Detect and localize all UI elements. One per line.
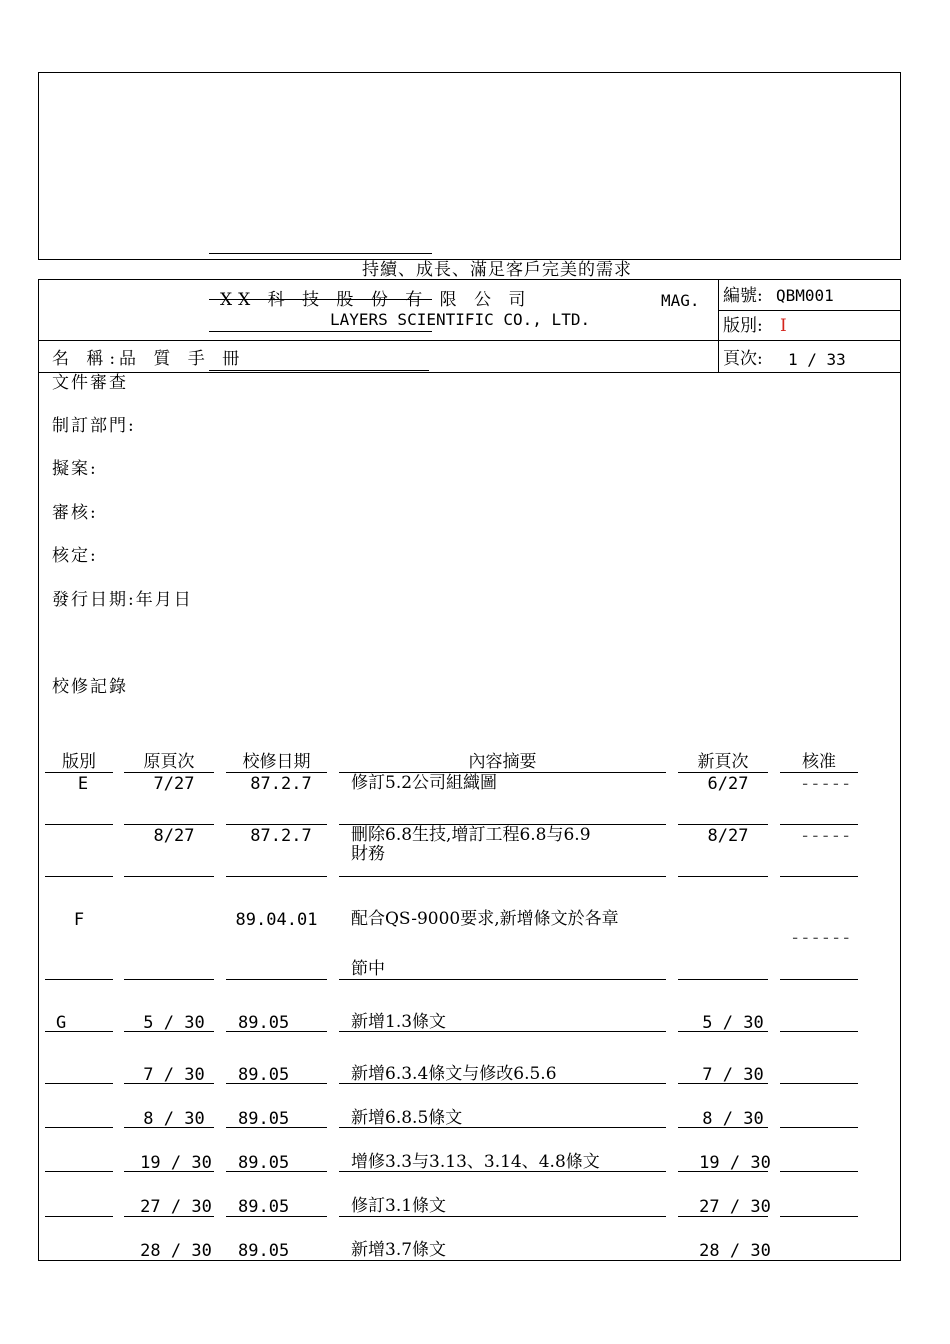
cell-new-page: 5 / 30 bbox=[702, 1013, 764, 1033]
header-code-line bbox=[718, 310, 901, 311]
version-value: I bbox=[780, 316, 787, 336]
code-value: QBM001 bbox=[776, 286, 834, 305]
cell-approve: ----- bbox=[800, 826, 852, 846]
row-rule bbox=[45, 1083, 113, 1084]
row-rule bbox=[339, 1216, 666, 1217]
cell-version: F bbox=[73, 910, 85, 930]
page-label: 頁次: bbox=[723, 349, 763, 369]
cell-content: 配合QS-9000要求,新增條文於各章 bbox=[351, 909, 619, 929]
row-rule bbox=[678, 979, 768, 980]
company-name-cn: XX 科 技 股 份 有 限 公 司 bbox=[220, 290, 532, 310]
cell-new-page: 7 / 30 bbox=[702, 1065, 764, 1085]
cell-orig-page: 7 / 30 bbox=[143, 1065, 205, 1085]
cell-orig-page: 7/27 bbox=[153, 774, 195, 794]
cell-content: 增修3.3与3.13、3.14、4.8條文 bbox=[351, 1152, 600, 1172]
row-rule bbox=[780, 979, 858, 980]
review-dept: 制訂部門: bbox=[52, 416, 136, 436]
row-rule bbox=[45, 979, 113, 980]
row-rule bbox=[226, 1031, 327, 1032]
slogan: 持續、成長、滿足客戶完美的需求 bbox=[362, 260, 632, 280]
header-rule bbox=[780, 772, 858, 773]
cell-date: 89.05 bbox=[238, 1109, 290, 1129]
row-rule bbox=[780, 1127, 858, 1128]
name-underline bbox=[209, 370, 429, 371]
page-value: 1 / 33 bbox=[788, 350, 846, 369]
cell-content: 刪除6.8生技,增訂工程6.8与6.9 bbox=[351, 825, 591, 845]
row-rule bbox=[678, 876, 768, 877]
row-rule bbox=[226, 876, 327, 877]
cell-new-page: 8/27 bbox=[707, 826, 749, 846]
cell-date: 89.05 bbox=[238, 1197, 290, 1217]
company-underline bbox=[209, 331, 432, 332]
row-rule bbox=[339, 1171, 666, 1172]
row-rule bbox=[339, 876, 666, 877]
row-rule bbox=[124, 1083, 214, 1084]
row-rule bbox=[780, 1031, 858, 1032]
cell-new-page: 27 / 30 bbox=[699, 1197, 771, 1217]
review-title: 文件審查 bbox=[52, 373, 128, 393]
cell-orig-page: 19 / 30 bbox=[140, 1153, 212, 1173]
cell-date: 89.05 bbox=[238, 1241, 290, 1261]
row-rule bbox=[678, 1171, 768, 1172]
cell-date: 89.05 bbox=[238, 1065, 290, 1085]
row-rule bbox=[124, 1216, 214, 1217]
cell-content-line2: 節中 bbox=[351, 959, 385, 979]
header-divider bbox=[718, 279, 719, 372]
row-rule bbox=[226, 979, 327, 980]
cell-content: 修訂3.1條文 bbox=[351, 1196, 447, 1216]
row-rule bbox=[226, 824, 327, 825]
cell-date: 89.04.01 bbox=[235, 910, 318, 930]
cell-new-page: 6/27 bbox=[707, 774, 749, 794]
cell-orig-page: 28 / 30 bbox=[140, 1241, 212, 1261]
row-rule bbox=[780, 1083, 858, 1084]
cell-content: 修訂5.2公司組織圖 bbox=[351, 773, 498, 793]
cell-date: 87.2.7 bbox=[250, 774, 312, 794]
row-rule bbox=[678, 824, 768, 825]
col-header-new-page: 新頁次 bbox=[697, 752, 749, 772]
company-strike bbox=[209, 299, 432, 300]
row-rule bbox=[124, 824, 214, 825]
name-value: 品 質 手 冊 bbox=[119, 349, 246, 369]
cell-orig-page: 8/27 bbox=[153, 826, 195, 846]
row-rule bbox=[226, 1216, 327, 1217]
row-rule bbox=[124, 876, 214, 877]
cell-approve: ----- bbox=[800, 774, 852, 794]
row-rule bbox=[678, 1083, 768, 1084]
row-rule bbox=[124, 1127, 214, 1128]
row-rule bbox=[780, 1216, 858, 1217]
row-rule bbox=[780, 1171, 858, 1172]
header-row-line bbox=[38, 340, 901, 341]
row-rule bbox=[45, 1127, 113, 1128]
cell-content: 新增6.3.4條文与修改6.5.6 bbox=[351, 1064, 557, 1084]
row-rule bbox=[45, 824, 113, 825]
review-issue-date: 發行日期:年月日 bbox=[52, 590, 193, 610]
cell-date: 89.05 bbox=[238, 1013, 290, 1033]
cell-new-page: 19 / 30 bbox=[699, 1153, 771, 1173]
cell-new-page: 28 / 30 bbox=[699, 1241, 771, 1261]
header-rule bbox=[678, 772, 768, 773]
cell-version: G bbox=[56, 1013, 67, 1033]
row-rule bbox=[780, 824, 858, 825]
cell-content-line2: 財務 bbox=[351, 844, 385, 864]
row-rule bbox=[339, 1083, 666, 1084]
row-rule bbox=[339, 1127, 666, 1128]
header-rule bbox=[124, 772, 214, 773]
header-bottom-line bbox=[38, 372, 901, 373]
review-draft: 擬案: bbox=[52, 459, 98, 479]
review-audit: 審核: bbox=[52, 503, 98, 523]
col-header-version: 版別 bbox=[62, 752, 96, 772]
row-rule bbox=[226, 1127, 327, 1128]
code-label: 編號: bbox=[723, 286, 763, 306]
cell-date: 89.05 bbox=[238, 1153, 290, 1173]
row-rule bbox=[124, 1171, 214, 1172]
cell-content: 新增6.8.5條文 bbox=[351, 1108, 463, 1128]
header-rule bbox=[45, 772, 113, 773]
row-rule bbox=[45, 876, 113, 877]
row-rule bbox=[124, 1031, 214, 1032]
cell-version: E bbox=[77, 774, 89, 794]
row-rule bbox=[339, 1031, 666, 1032]
cell-orig-page: 27 / 30 bbox=[140, 1197, 212, 1217]
header-rule bbox=[226, 772, 327, 773]
row-rule bbox=[226, 1083, 327, 1084]
col-header-date: 校修日期 bbox=[242, 752, 311, 772]
cell-new-page: 8 / 30 bbox=[702, 1109, 764, 1129]
row-rule bbox=[678, 1031, 768, 1032]
row-rule bbox=[124, 979, 214, 980]
col-header-orig-page: 原頁次 bbox=[143, 752, 195, 772]
company-name-en: LAYERS SCIENTIFIC CO., LTD. bbox=[330, 310, 591, 329]
name-label: 名 稱: bbox=[52, 349, 122, 369]
col-header-content: 內容摘要 bbox=[468, 752, 537, 772]
row-rule bbox=[45, 1171, 113, 1172]
top-blank-frame bbox=[38, 72, 901, 260]
mag-label: MAG. bbox=[661, 291, 700, 310]
cell-approve: ------ bbox=[790, 928, 852, 948]
cell-orig-page: 5 / 30 bbox=[143, 1013, 205, 1033]
row-rule bbox=[780, 876, 858, 877]
cell-content: 新增3.7條文 bbox=[351, 1240, 447, 1260]
row-rule bbox=[678, 1127, 768, 1128]
row-rule bbox=[678, 1216, 768, 1217]
top-underline bbox=[209, 253, 432, 254]
cell-content: 新增1.3條文 bbox=[351, 1012, 447, 1032]
review-approve: 核定: bbox=[52, 546, 98, 566]
col-header-approve: 核准 bbox=[802, 752, 836, 772]
version-label: 版別: bbox=[723, 316, 763, 336]
cell-date: 87.2.7 bbox=[250, 826, 312, 846]
row-rule bbox=[339, 979, 666, 980]
cell-orig-page: 8 / 30 bbox=[143, 1109, 205, 1129]
row-rule bbox=[45, 1031, 113, 1032]
row-rule bbox=[45, 1216, 113, 1217]
row-rule bbox=[226, 1171, 327, 1172]
revision-title: 校修記錄 bbox=[52, 677, 128, 697]
